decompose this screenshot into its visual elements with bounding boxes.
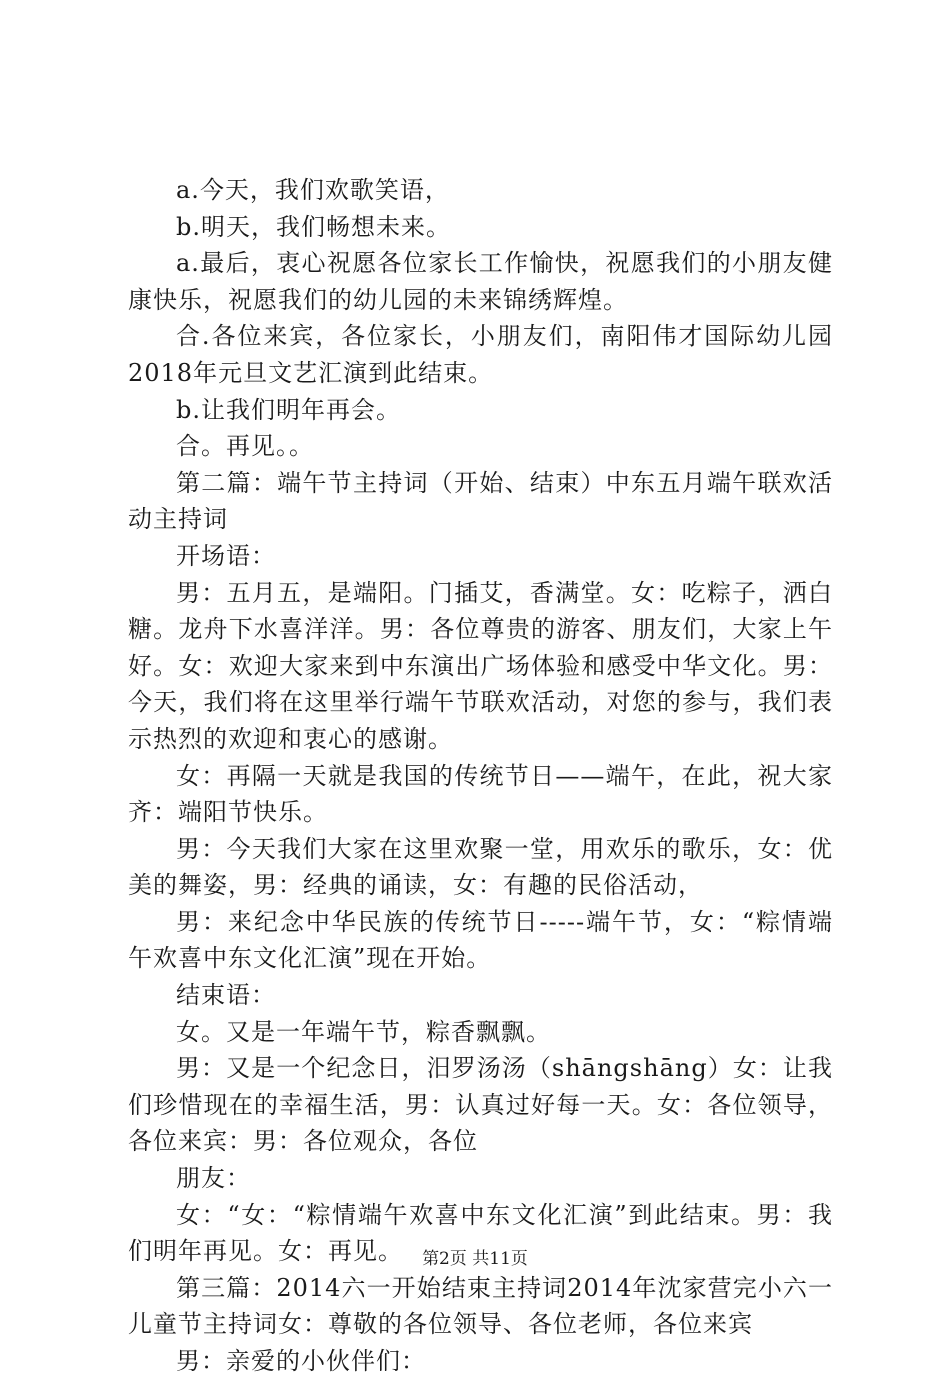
page-footer: 第2页 共11页 [422, 1249, 528, 1269]
paragraph: 结束语： [176, 981, 276, 1010]
paragraph: a.今天，我们欢歌笑语， [176, 176, 450, 204]
paragraph: 合。再见。。 [176, 432, 314, 461]
section-heading: 第二篇：端午节主持词（开始、结束）中东五月端午联欢活动主持词 [128, 468, 833, 534]
paragraph: b.明天，我们畅想未来。 [176, 212, 451, 241]
paragraph: 男：今天我们大家在这里欢聚一堂，用欢乐的歌乐，女：优美的舞姿，男：经典的诵读，女：有趣的民俗活动， [128, 834, 833, 900]
paragraph: 男：来纪念中华民族的传统节日-----端午节，女：“粽情端午欢喜中东文化汇演”现在开始。 [128, 907, 833, 973]
paragraph: a.最后，衷心祝愿各位家长工作愉快，祝愿我们的小朋友健康快乐，祝愿我们的幼儿园的未来锦绣辉煌。 [128, 249, 833, 314]
paragraph: 女。又是一年端午节，粽香飘飘。 [176, 1017, 551, 1046]
paragraph: 朋友： [176, 1164, 251, 1193]
paragraph: 女：“女：“粽情端午欢喜中东文化汇演”到此结束。男：我们明年再见。女：再见。 [128, 1200, 833, 1266]
paragraph: 开场语： [176, 541, 276, 570]
section-heading: 第三篇：2014六一开始结束主持词2014年沈家营完小六一儿童节主持词女：尊敬的各位领导、各位老师，各位来宾 [128, 1273, 833, 1339]
paragraph: 合.各位来宾，各位家长，小朋友们，南阳伟才国际幼儿园2018年元旦文艺汇演到此结束。 [128, 322, 833, 387]
paragraph: 女：再隔一天就是我国的传统节日——端午，在此，祝大家齐：端阳节快乐。 [128, 761, 833, 827]
paragraph: 男：又是一个纪念日，汨罗汤汤（shāngshāng）女：让我们珍惜现在的幸福生活，男：认真过好每一天。女：各位领导，各位来宾：男：各位观众，各位 [128, 1054, 833, 1156]
paragraph: b.让我们明年再会。 [176, 395, 401, 424]
paragraph: 男：五月五，是端阳。门插艾，香满堂。女：吃粽子，洒白糖。龙舟下水喜洋洋。男：各位尊贵的游客、朋友们，大家上午好。女：欢迎大家来到中东演出广场体验和感受中华文化。男：今天，我们将在这里举行端午节联欢活动，对您的参与，我们表示热烈的欢迎和衷心的感谢。 [128, 578, 833, 753]
document-body [128, 172, 833, 1380]
paragraph: 男：亲爱的小伙伴们： [176, 1347, 426, 1375]
